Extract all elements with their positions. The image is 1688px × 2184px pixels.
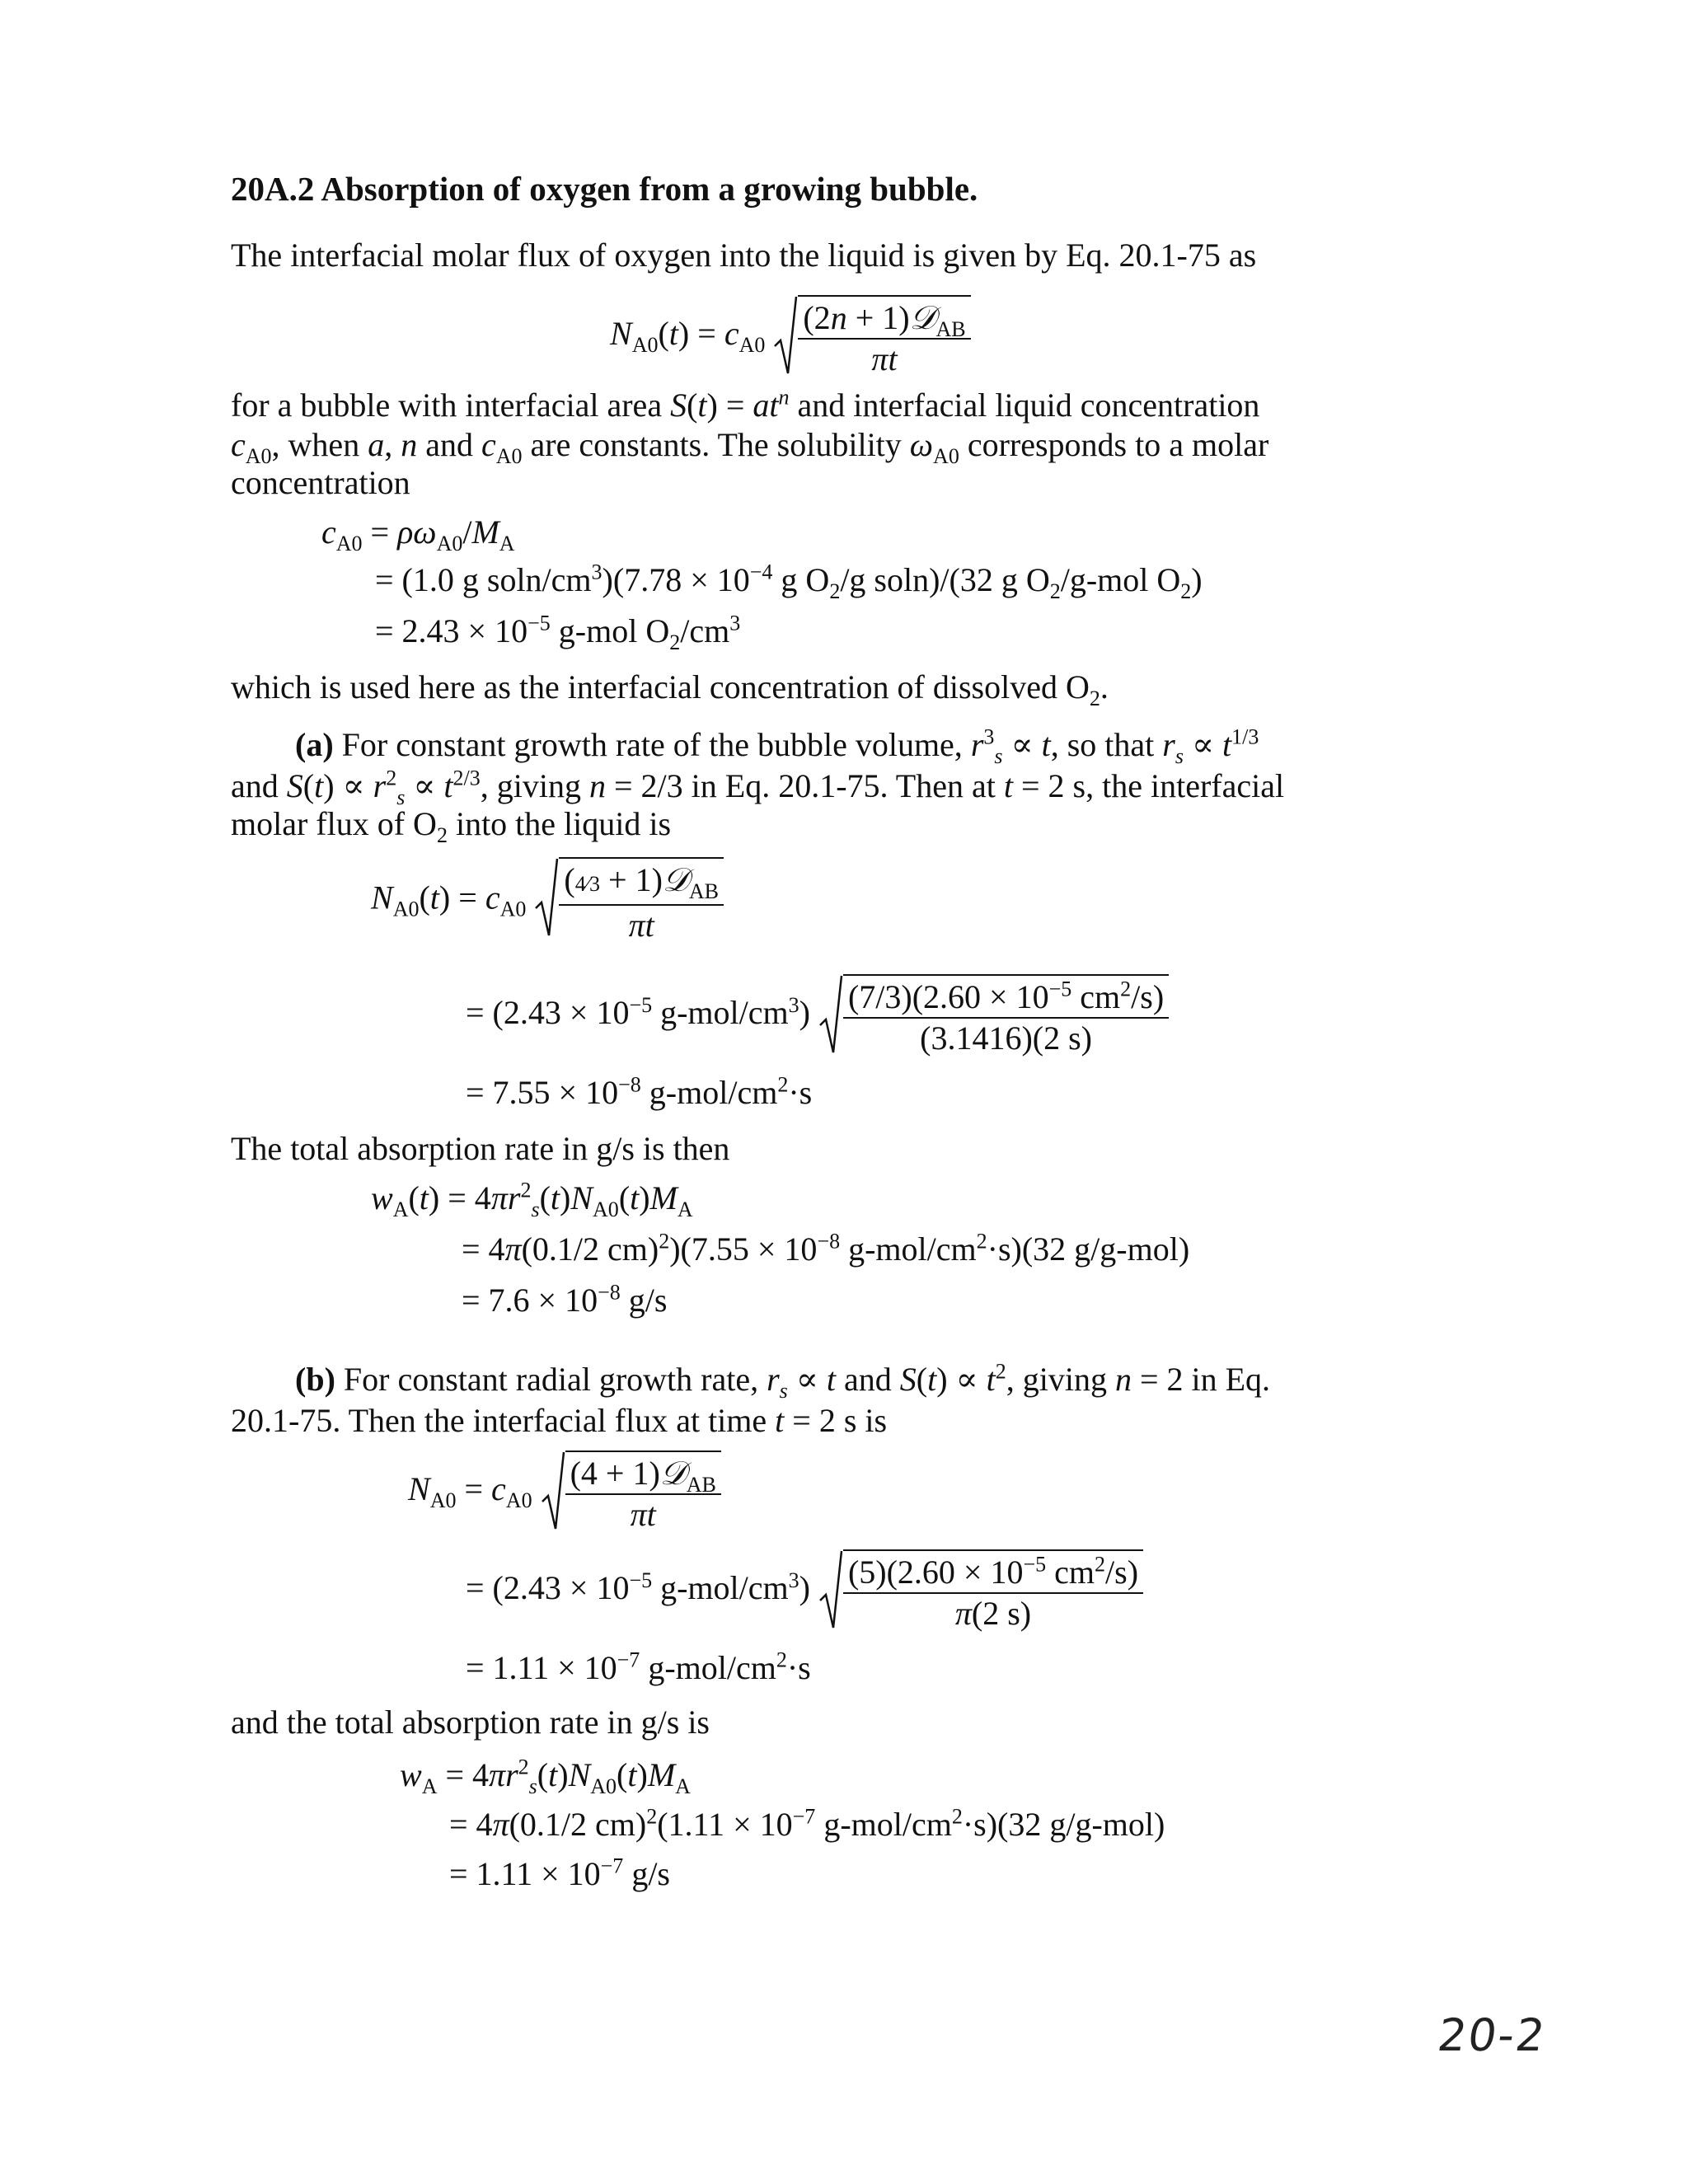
equation-b-flux: $N_{A0} = c_{A0}$ $\frac{(4 + 1)𝒟_{AB}}{\pi t}$: [408, 1451, 721, 1535]
part-a-text: and $S(t) \propto r^2_s \propto t^{2/3}$, giving n = 2/3 in Eq. 20.1-75. Then at t = 2 s, the interfacial: [231, 766, 1285, 809]
part-a-text: molar flux of $O_2$ into the liquid is: [231, 805, 672, 847]
equation-a-flux: $N_{A0}(t) = c_{A0}$ $\frac{(4⁄3 + 1)𝒟_{AB}}{\pi t}$: [371, 857, 724, 945]
equation-b-rate-result: = $1.11 \times 10^{-7}$ g/s: [449, 1854, 670, 1892]
paragraph-line: concentration: [231, 464, 410, 501]
equation-b-flux-numeric: = ($2.43 \times 10^{-5}$ $g-mol/cm^3$) $\frac{(5)(2.60 \times 10^{-5} cm^2/s)}{\pi(2 s)}$: [466, 1549, 1143, 1633]
equation-a-rate-step: = 4π(0.1/2 $cm)^2)(7.55 \times 10^{-8}$ $g-mol/cm^2\cdot s)(32$ g/g-mol): [462, 1229, 1190, 1268]
paragraph-line: The total absorption rate in g/s is then: [231, 1130, 730, 1167]
equation-concentration: $c_{A0} = \rho\omega_{A0}/M_A$: [321, 513, 515, 555]
part-b-text: (b) For constant radial growth rate, $r_s \propto t$ and $S(t) \propto t^2$, giving n = 2 in Eq.: [295, 1359, 1271, 1403]
equation-b-rate: $w_A = 4\pi r^2_s(t)N_{A0}(t)M_A$: [400, 1755, 691, 1798]
equation-concentration-result: = $2.43 \times 10^{-5}$ g-mol $O_2/cm^3$: [375, 611, 741, 654]
equation-a-rate: $w_A(t) = 4\pi r^2_s(t)N_{A0}(t)M_A$: [371, 1178, 693, 1221]
section-title: 20A.2 Absorption of oxygen from a growing bubble.: [231, 170, 978, 208]
part-a-text: (a) For constant growth rate of the bubble volume, $r^3_s \propto t$, so that $r_s \propto t^{1/3}$: [295, 724, 1259, 768]
part-b-text: 20.1-75. Then the interfacial flux at time t = 2 s is: [231, 1402, 888, 1439]
paragraph-line: which is used here as the interfacial concentration of dissolved $O_2$.: [231, 668, 1109, 710]
equation-a-rate-result: = $7.6 \times 10^{-8}$ g/s: [462, 1280, 668, 1319]
intro-text: The interfacial molar flux of oxygen into the liquid is given by Eq. 20.1-75 as: [231, 237, 1257, 274]
equation-flux-general: $N_{A0}(t) = c_{A0}$ $\frac{(2n + 1)𝒟_{AB}}{\pi t}$: [610, 295, 971, 379]
equation-a-flux-result: = $7.55 \times 10^{-8}$ $g-mol/cm^2\cdot s$: [466, 1072, 813, 1111]
page-number: 20-2: [1434, 2009, 1550, 2061]
equation-a-flux-numeric: = ($2.43 \times 10^{-5}$ $g-mol/cm^3$) $\frac{(7/3)(2.60 \times 10^{-5} cm^2/s)}{(3.1416)(2 s)}$: [466, 974, 1169, 1058]
paragraph-line: and the total absorption rate in g/s is: [231, 1704, 710, 1741]
equation-concentration-step: = (1.0 g soln/$cm^3)(7.78 \times 10^{-4}$ g $O_2/g$ soln)/(32 g $O_2/g$-mol $O_2$): [375, 560, 1203, 603]
equation-b-flux-result: = $1.11 \times 10^{-7}$ $g-mol/cm^2\cdot s$: [466, 1647, 811, 1686]
paragraph-line: for a bubble with interfacial area $S(t) = at^n$ and interfacial liquid concentration: [231, 385, 1260, 424]
equation-b-rate-step: = 4π(0.1/2 $cm)^2(1.11 \times 10^{-7}$ $g-mol/cm^2\cdot s)(32$ g/g-mol): [449, 1804, 1165, 1843]
paragraph-line: $c_{A0}$, when a, n and $c_{A0}$ are constants. The solubility $\omega_{A0}$ corresponds to a molar: [231, 426, 1269, 468]
